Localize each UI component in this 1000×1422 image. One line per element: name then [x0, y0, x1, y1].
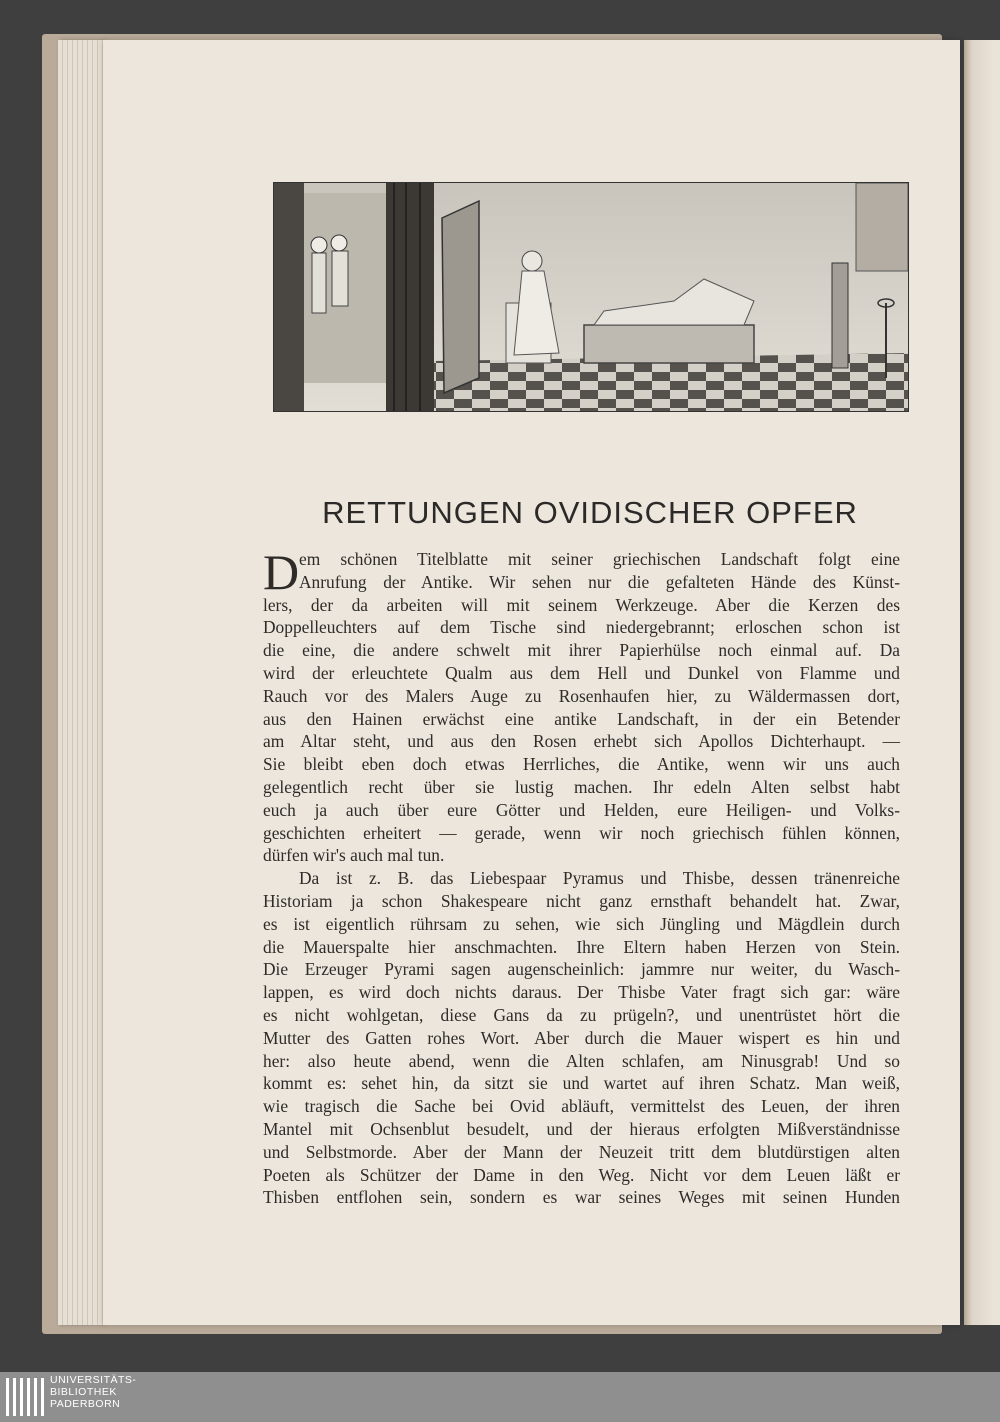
etching-illustration — [273, 182, 909, 412]
text-line: em schönen Titelblatte mit seiner griechischen Landschaft folgt eine — [299, 549, 900, 569]
drop-cap: D — [263, 544, 300, 600]
text-line: wird der erleuchtete Qualm aus dem Hell und Dunkel von Flamme und — [263, 662, 900, 683]
text-line: gelegentlich recht über sie lustig machen. Ihr edeln Alten selbst habt — [263, 776, 900, 797]
text-line: lappen, es wird doch nichts daraus. Der Thisbe Vater fragt sich gar: wäre — [263, 982, 900, 1003]
text-line: dürfen wir's auch mal tun. — [263, 845, 445, 866]
article-title: RETTUNGEN OVIDISCHER OPFER — [322, 495, 858, 530]
text-line: Sie bleibt eben doch etwas Herrliches, die Antike, wenn wir uns auch — [263, 754, 900, 775]
article-body — [263, 544, 900, 1209]
text-line: kommt es: sehet hin, da sitzt sie und wartet auf ihren Schatz. Man weiß, — [263, 1073, 900, 1094]
text-line: Mantel mit Ochsenblut besudelt, und der hieraus erfolgten Mißverständnisse — [263, 1118, 900, 1139]
text-line: Poeten als Schützer der Dame in den Weg. Nicht vor dem Leuen läßt er — [263, 1164, 900, 1185]
paragraph-2 — [263, 867, 900, 1209]
text-line: es ist eigentlich rührsam zu sehen, wie sich Jüngling und Mägdlein durch — [263, 913, 900, 934]
logo-line: BIBLIOTHEK — [50, 1386, 117, 1398]
text-line: Doppelleuchters auf dem Tische sind niedergebrannt; erloschen schon ist — [263, 617, 900, 638]
text-line: Mutter des Gatten rohes Wort. Aber durch die Mauer wispert es hin und — [263, 1027, 900, 1048]
text-line: am Altar steht, und aus den Rosen erhebt sich Apollos Dichterhaupt. — — [263, 731, 900, 752]
text-line: und Selbstmorde. Aber der Mann der Neuzeit tritt dem blutdürstigen alten — [263, 1141, 900, 1162]
paragraph-1 — [263, 544, 900, 867]
text-line: es nicht wohlgetan, diese Gans da zu prügeln?, und unentrüstet hört die — [263, 1004, 900, 1025]
text-line: geschichten erheitert — gerade, wenn wir noch griechisch fühlen können, — [263, 822, 900, 843]
facing-page-edge — [964, 40, 1000, 1325]
text-line: her: also heute abend, wenn die Alten schlafen, am Ninusgrab! Und so — [263, 1050, 900, 1071]
text-line: Die Erzeuger Pyrami sagen augenscheinlich: jammre nur weiter, du Wasch- — [263, 959, 900, 980]
text-line: Rauch vor des Malers Auge zu Rosenhaufen hier, zu Wäldermassen dort, — [263, 685, 900, 706]
logo-line: PADERBORN — [50, 1398, 121, 1410]
text-line: die eine, die andere schwelt mit ihrer Papierhülse noch einmal auf. Da — [263, 640, 900, 661]
text-line: wie tragisch die Sache bei Ovid abläuft, vermittelst des Leuen, der ihren — [263, 1096, 900, 1117]
text-line: Thisben entflohen sein, sondern es war seines Weges mit seinen Hunden — [263, 1187, 900, 1208]
book-page — [103, 40, 960, 1325]
library-logo-icon — [6, 1376, 46, 1418]
text-line: Da ist z. B. das Liebespaar Pyramus und Thisbe, dessen tränenreiche — [299, 868, 900, 889]
text-line: euch ja auch über eure Götter und Helden, eure Heiligen- und Volks- — [263, 799, 900, 820]
illustration-drawing — [274, 183, 908, 411]
text-line: aus den Hainen erwächst eine antike Landschaft, in der ein Betender — [263, 708, 900, 729]
text-line: die Mauerspalte hier anschmachten. Ihre Eltern haben Herzen von Stein. — [263, 936, 900, 957]
text-line: Historiam ja schon Shakespeare nicht ganz ernsthaft behandelt hat. Zwar, — [263, 890, 900, 911]
library-logo-text — [50, 1374, 136, 1410]
text-line: Anrufung der Antike. Wir sehen nur die gefalteten Hände des Künst- — [299, 571, 900, 592]
logo-line: UNIVERSITÄTS- — [50, 1374, 137, 1386]
text-line: lers, der da arbeiten will mit seinem Werkzeuge. Aber die Kerzen des — [263, 594, 900, 615]
page-edges — [58, 40, 103, 1325]
library-footer — [0, 1372, 1000, 1422]
